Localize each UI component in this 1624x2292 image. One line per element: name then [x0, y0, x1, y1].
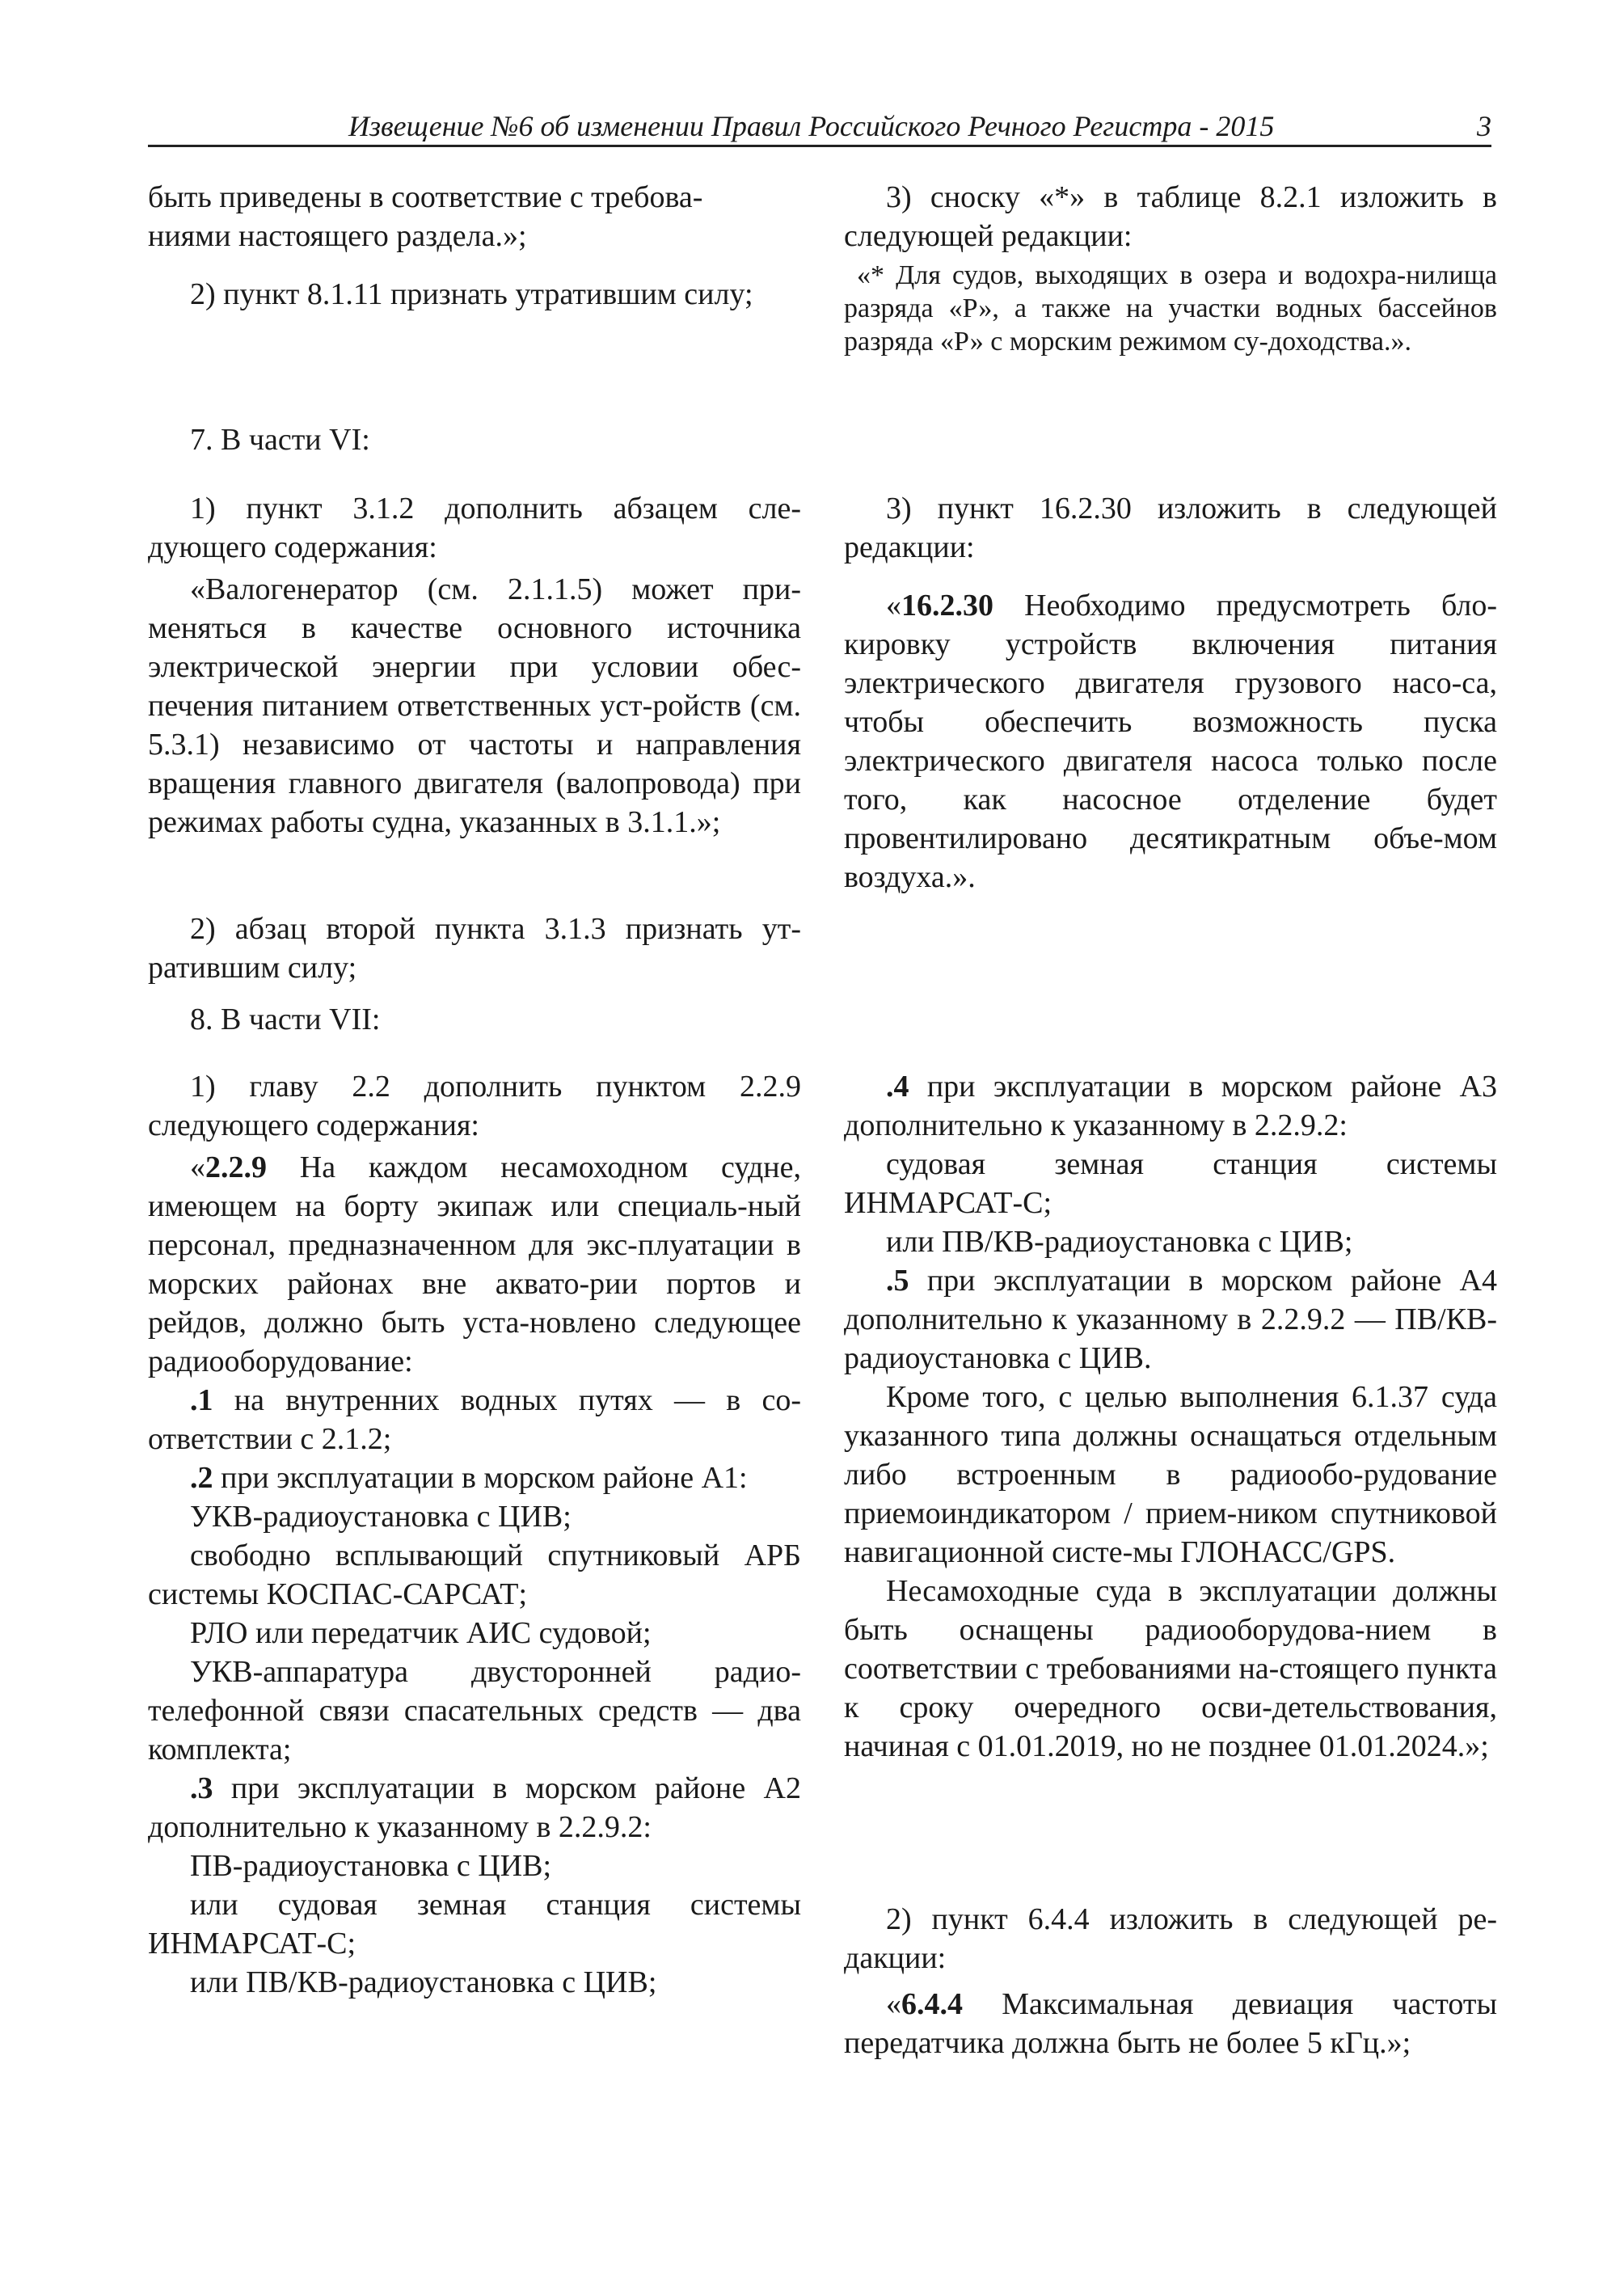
subitem-1	[148, 1381, 801, 1458]
item-16-2-30	[844, 586, 1497, 897]
item-2-2-9	[148, 1148, 801, 2002]
subitem-text: при эксплуатации в морском районе A1:	[213, 1461, 748, 1495]
open-quote: «	[886, 589, 901, 623]
deadline-paragraph: Несамоходные суда в эксплуатации должны быть оснащены радиооборудова-нием в соответствии с требованиями на-стоящего пункта к сроку очередного осви-детельствования, начиная с 01.01.2019, но не позднее 01.01.2024.»;	[844, 1574, 1497, 1763]
subitem-5	[844, 1261, 1497, 1378]
subitem-text: на внутренних водных путях — в со-ответствии с 2.1.2;	[148, 1383, 801, 1456]
intro-line-2: ниями настоящего раздела.»;	[148, 219, 527, 253]
paragraph-8-1-11: 2) пункт 8.1.11 признать утратившим силу;	[190, 277, 753, 311]
list-item-a1: УКВ-радиоустановка с ЦИВ;	[190, 1500, 572, 1534]
paragraph-6-4-4: 2) пункт 6.4.4 изложить в следующей ре-дакции:	[844, 1902, 1497, 1975]
subitem-number: .5	[886, 1264, 909, 1298]
item-text: Максимальная девиация частоты передатчика должна быть не более 5 кГц.»;	[844, 1987, 1497, 2060]
list-item-a3: или ПВ/КВ-радиоустановка с ЦИВ;	[886, 1225, 1353, 1259]
list-item-a1: УКВ-аппаратура двусторонней радио-телефонной связи спасательных средств — два комплекта;	[148, 1655, 801, 1766]
glonass-paragraph: Кроме того, с целью выполнения 6.1.37 суда указанного типа должны оснащаться отдельным либо встроенным в радиообо-рудование приемоиндикатором / прием-ником спутниковой навигационной систе-мы ГЛОНАСС/GPS.	[844, 1380, 1497, 1569]
subitem-text: при эксплуатации в морском районе A4 дополнительно к указанному в 2.2.9.2 — ПВ/КВ-радиоустановка с ЦИВ.	[844, 1264, 1497, 1375]
subitem-number: .2	[190, 1461, 213, 1495]
subitem-number: .1	[190, 1383, 213, 1417]
intro-line-1: быть приведены в соответствие с требова-	[148, 180, 703, 214]
subitem-2	[148, 1458, 801, 1497]
item-text: На каждом несамоходном судне, имеющем на борту экипаж или специаль-ный персонал, предназначенном для экс-плуатации в морских районах вне аквато-рии портов и рейдов, должно быть уста-новлено следующее радиооборудование:	[148, 1150, 801, 1378]
open-quote: «	[886, 1987, 901, 2021]
intro-paragraph	[148, 178, 801, 255]
open-quote: «	[190, 1150, 205, 1184]
paragraph-3-1-2: 1) пункт 3.1.2 дополнить абзацем сле-дующего содержания:	[148, 492, 801, 564]
item-2-2-9-continued	[844, 1067, 1497, 1766]
item-number: 16.2.30	[901, 589, 993, 623]
header-title: Извещение №6 об изменении Правил Российского Речного Регистра - 2015	[348, 110, 1275, 142]
subitem-4	[844, 1067, 1497, 1145]
part-7-heading: 8. В части VII:	[190, 1002, 381, 1036]
footnote-text: «* Для судов, выходящих в озера и водохра-нилища разряда «Р», а также на участки водных бассейнов разряда «Р» с морским режимом су-доходства.».	[844, 260, 1497, 357]
subitem-3	[148, 1769, 801, 1847]
subitem-text: при эксплуатации в морском районе A2 дополнительно к указанному в 2.2.9.2:	[148, 1771, 801, 1844]
subitem-number: .4	[886, 1070, 909, 1104]
list-item-a2: ПВ-радиоустановка с ЦИВ;	[190, 1849, 552, 1883]
subitem-number: .3	[190, 1771, 213, 1805]
item-number: 6.4.4	[901, 1987, 963, 2021]
item-text: Необходимо предусмотреть бло-кировку устройств включения питания электрического двигателя грузового насо-са, чтобы обеспечить возможность пуска электрического двигателя насоса только после того, как насосное отделение будет провентилировано десятикратным объе-мом воздуха.».	[844, 589, 1497, 894]
list-item-a2: или судовая земная станция системы ИНМАРСАТ-С;	[148, 1888, 801, 1961]
list-item-a2: или ПВ/КВ-радиоустановка с ЦИВ;	[190, 1965, 657, 1999]
paragraph-chapter-2-2: 1) главу 2.2 дополнить пунктом 2.2.9 следующего содержания:	[148, 1070, 801, 1142]
valogenerator-quote: «Валогенератор (см. 2.1.1.5) может при-меняться в качестве основного источника электрической энергии при условии обес-печения питанием ответственных уст-ройств (см. 5.3.1) независимо от частоты и направления вращения главного двигателя (валопровода) при режимах работы судна, указанных в 3.1.1.»;	[148, 572, 801, 839]
list-item-a1: РЛО или передатчик АИС судовой;	[190, 1616, 652, 1650]
paragraph-3-1-3: 2) абзац второй пункта 3.1.3 признать ут-ратившим силу;	[148, 912, 801, 985]
paragraph-16-2-30: 3) пункт 16.2.30 изложить в следующей редакции:	[844, 492, 1497, 564]
part-6-heading: 7. В части VI:	[190, 423, 370, 457]
list-item-a1: свободно всплывающий спутниковый АРБ системы КОСПАС-САРСАТ;	[148, 1539, 801, 1611]
list-item-a3: судовая земная станция системы ИНМАРСАТ-С;	[844, 1147, 1497, 1220]
paragraph-footnote-8-2-1: 3) сноску «*» в таблице 8.2.1 изложить в следующей редакции:	[844, 180, 1497, 253]
item-number: 2.2.9	[205, 1150, 267, 1184]
page-header	[148, 108, 1491, 147]
item-6-4-4	[844, 1985, 1497, 2062]
page-number: 3	[1477, 110, 1491, 142]
subitem-text: при эксплуатации в морском районе A3 дополнительно к указанному в 2.2.9.2:	[844, 1070, 1497, 1142]
